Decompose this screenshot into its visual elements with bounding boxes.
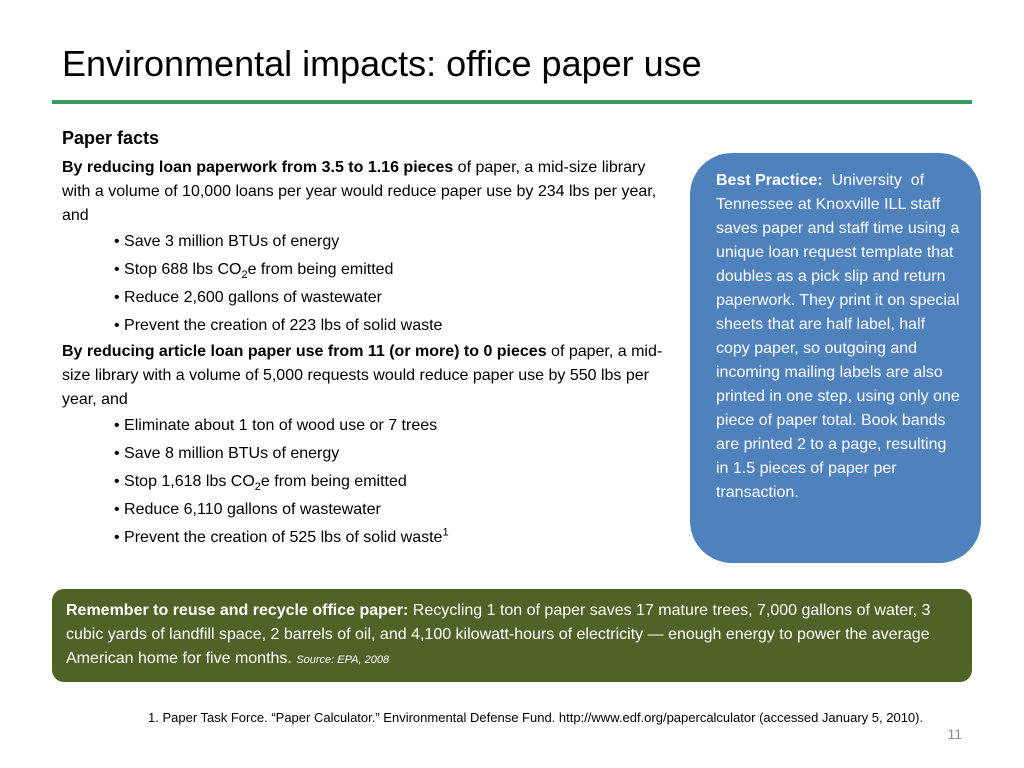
loan-bold-lead: By reducing loan paperwork from 3.5 to 1.16 pieces <box>62 159 454 176</box>
footnote: 1. Paper Task Force. “Paper Calculator.” Environmental Defense Fund. http://www.edf.org/papercalculator (accessed January 5, 2010). <box>148 710 924 725</box>
list-item: • Prevent the creation of 223 lbs of solid waste <box>114 317 443 334</box>
recycle-reminder-box <box>52 589 972 682</box>
page-number: 11 <box>947 726 962 742</box>
reminder-bold-lead: Remember to reuse and recycle office paper: <box>66 602 409 619</box>
article-paragraph <box>62 340 670 412</box>
loan-text: of paper, a mid-size library with a volume of 10,000 loans per year would reduce paper use by 234 lbs per year, and <box>62 159 657 224</box>
list-item: • Stop 688 lbs $CO_2e$ from being emitted <box>114 261 394 282</box>
reminder-source: Source: EPA, 2008 <box>296 654 390 666</box>
article-bullet-list <box>62 414 670 550</box>
paper-facts-heading: Paper facts <box>62 128 160 148</box>
loan-paragraph <box>62 156 670 228</box>
paper-facts-section <box>62 126 670 552</box>
reminder-text: Recycling 1 ton of paper saves 17 mature trees, 7,000 gallons of water, 3 cubic yards of landfill space, 2 barrels of oil, and 4,100 kilowatt-hours of electricity — enough energy to power the average American home for five months. <box>66 602 931 667</box>
list-item: • Stop 1,618 lbs $CO_2e$ from being emitted <box>114 473 407 494</box>
slide-title: Environmental impacts: office paper use <box>62 43 702 84</box>
list-item: • Save 8 million BTUs of energy <box>114 445 340 462</box>
best-practice-callout <box>690 153 981 563</box>
title-divider <box>52 100 972 104</box>
list-item: • Reduce 6,110 gallons of wastewater <box>114 501 381 518</box>
article-text: of paper, a mid-size library with a volume of 5,000 requests would reduce paper use by 550 lbs per year, and <box>62 343 663 408</box>
list-item: • Eliminate about 1 ton of wood use or 7 trees <box>114 417 438 434</box>
best-practice-text: University of Tennessee at Knoxville ILL staff saves paper and staff time using a unique loan request template that doubles as a pick slip and return paperwork. They print it on special sheets that are half label, half copy paper, so outgoing and incoming mailing labels are also printed in one step, using only one piece of paper total. Book bands are printed 2 to a page, resulting in 1.5 pieces of paper per transaction. <box>716 172 965 501</box>
loan-bullet-list <box>62 230 670 338</box>
list-item: • Prevent the creation of 525 lbs of solid waste$^1$ <box>114 526 449 546</box>
list-item: • Reduce 2,600 gallons of wastewater <box>114 289 382 306</box>
list-item: • Save 3 million BTUs of energy <box>114 233 340 250</box>
best-practice-label: Best Practice: <box>716 172 823 189</box>
article-bold-lead: By reducing article loan paper use from 11 (or more) to 0 pieces <box>62 343 547 360</box>
